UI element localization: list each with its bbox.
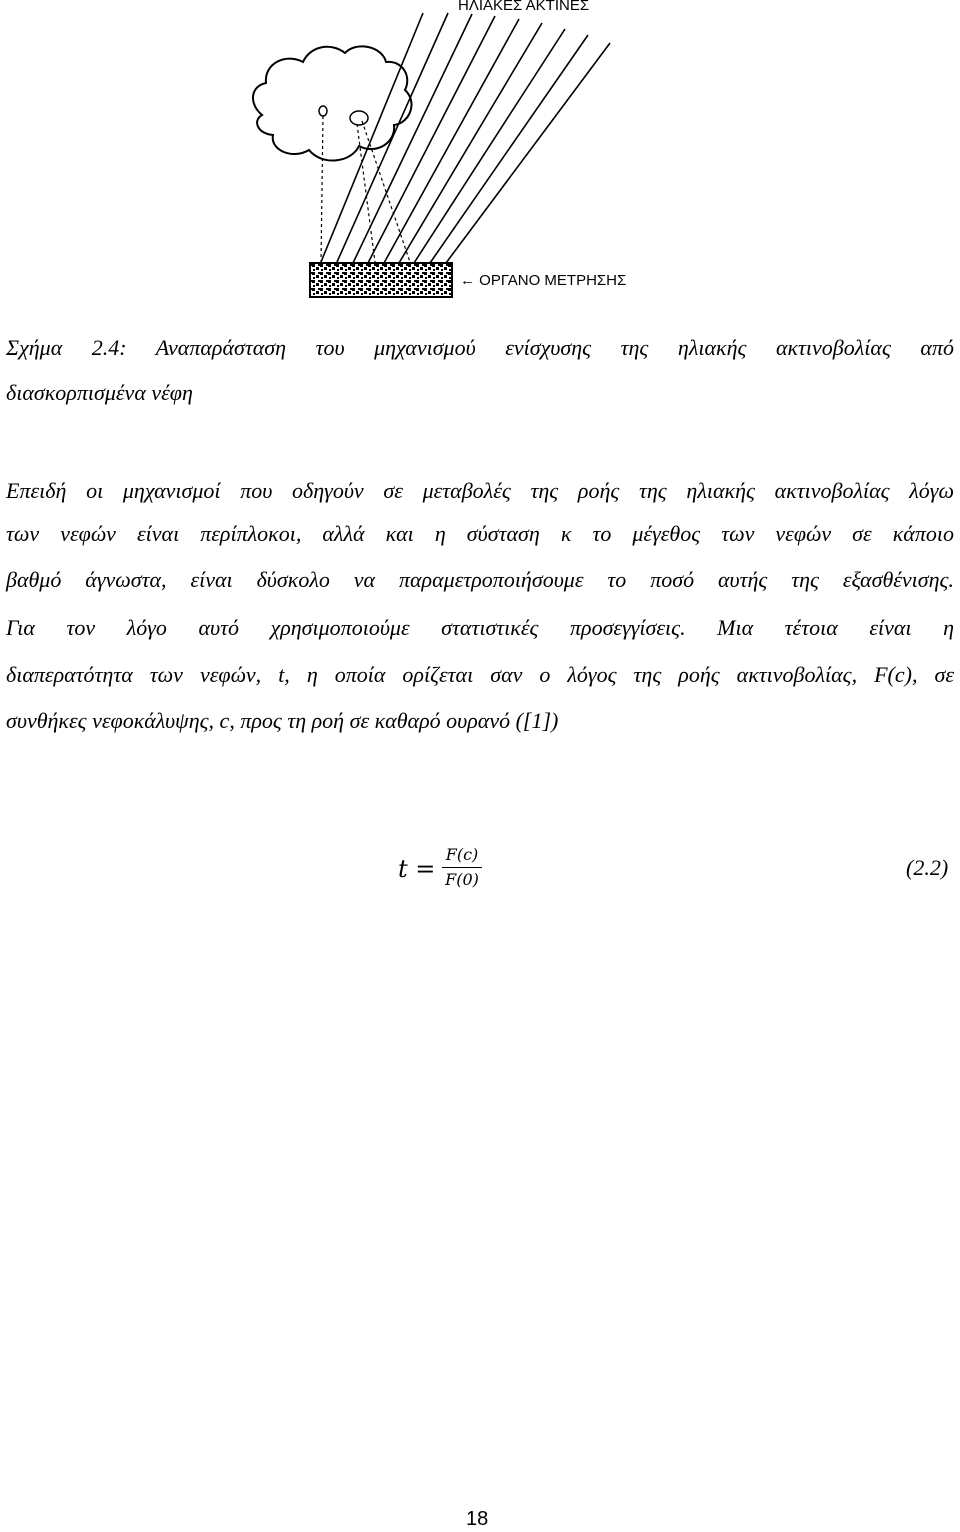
- sun-rays-label: ΗΛΙΑΚΕΣ ΑΚΤΙΝΕΣ: [458, 0, 590, 14]
- cloud-shape: [253, 46, 412, 160]
- equation-denominator: F(0): [445, 870, 479, 889]
- instrument-label-text: ΟΡΓΑΝΟ ΜΕΤΡΗΣΗΣ: [479, 272, 627, 289]
- equation-lhs: t =: [398, 855, 436, 883]
- fraction-bar: [442, 867, 482, 868]
- figure-caption-line-2: διασκορπισμένα νέφη: [6, 380, 193, 405]
- paragraph-line-3: βαθμό άγνωστα, είναι δύσκολο να παραμετροποιήσουμε το ποσό αυτής της εξασθένισης.: [6, 567, 954, 592]
- left-arrow-icon: ←: [460, 272, 475, 289]
- figure-caption-line-1: Σχήμα 2.4: Αναπαράσταση του μηχανισμού ενίσχυσης της ηλιακής ακτινοβολίας από: [6, 335, 954, 360]
- page-number: 18: [466, 1508, 489, 1530]
- paragraph-line-5: διαπερατότητα των νεφών, t, η οποία ορίζεται σαν ο λόγος της ροής ακτινοβολίας, F(c), σε: [6, 662, 954, 687]
- cloud-droplet: [350, 111, 368, 125]
- cloud-enhancement-figure: [0, 0, 960, 310]
- equation-number: (2.2): [906, 855, 949, 880]
- instrument-label: [460, 272, 626, 289]
- paragraph-line-2: των νεφών είναι περίπλοκοι, αλλά και η σύσταση κ το μέγεθος των νεφών σε κάποιο: [6, 521, 954, 546]
- paragraph-line-4: Για τον λόγο αυτό χρησιμοποιούμε στατιστικές προσεγγίσεις. Μια τέτοια είναι η: [6, 615, 954, 640]
- figure-drawing: [0, 0, 960, 310]
- measuring-instrument: [310, 263, 452, 297]
- cloud-droplet: [319, 106, 327, 116]
- paragraph-line-1: Επειδή οι μηχανισμοί που οδηγούν σε μεταβολές της ροής της ηλιακής ακτινοβολίας λόγω: [6, 478, 954, 503]
- equation-fraction: [442, 845, 482, 890]
- paragraph-line-6: συνθήκες νεφοκάλυψης, c, προς τη ροή σε καθαρό ουρανό ([1]): [6, 708, 559, 733]
- equation-numerator: F(c): [445, 845, 479, 864]
